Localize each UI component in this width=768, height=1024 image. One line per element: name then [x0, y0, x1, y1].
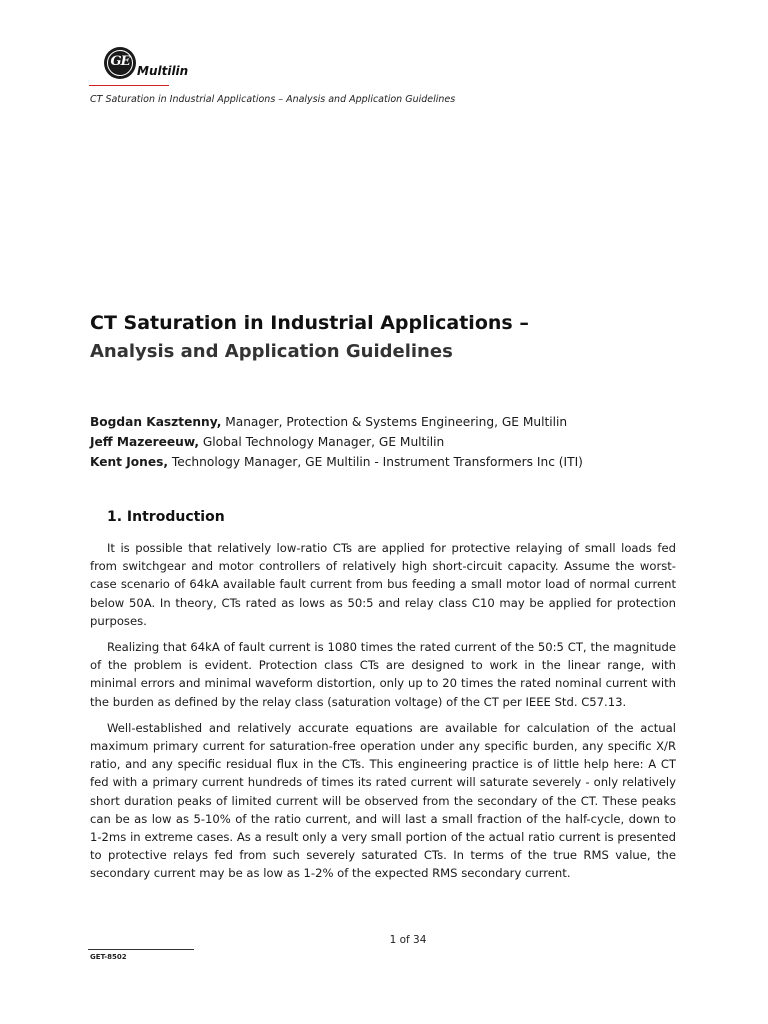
document-code: GET-8502 [90, 953, 127, 961]
footer-divider [88, 949, 194, 950]
ge-multilin-logo [104, 47, 204, 87]
author-entry [90, 412, 710, 432]
author-name: Jeff Mazereeuw, [90, 435, 199, 449]
body-text [90, 539, 676, 891]
ge-monogram-icon: GE [104, 47, 136, 79]
paragraph: Well-established and relatively accurate equations are available for calculation of the actual maximum primary current for saturation-free operation under any specific burden, any specific X/R ratio, and any specific residual flux in the CTs. This engineering practice is of little help here: A CT fed with a primary current hundreds of times its rated current will saturate severely - only relatively short duration peaks of limited current will be observed from the secondary of the CT. These peaks can be as low as 5-10% of the ratio current, and will last a small fraction of the half-cycle, down to 1-2ms in extreme cases. As a result only a very small portion of the actual ratio current is presented to protective relays fed from such severely saturated CTs. In terms of the true RMS value, the secondary current may be as low as 1-2% of the expected RMS secondary current. [90, 720, 676, 881]
author-role: Global Technology Manager, GE Multilin [198, 435, 445, 449]
paragraph: It is possible that relatively low-ratio CTs are applied for protective relaying of small loads fed from switchgear and motor controllers of relatively high short-circuit capacity. Assume the worst-case scenario of 64kA available fault current from bus feeding a small motor load of normal current below 50A. In theory, CTs rated as lows as 50:5 and relay class C10 may be applied for protection purposes. [90, 541, 676, 628]
author-role: Manager, Protection & Systems Engineering, GE Multilin [221, 415, 568, 429]
page-number: 1 of 34 [389, 934, 427, 946]
running-header: CT Saturation in Industrial Applications – Analysis and Application Guidelines [90, 94, 456, 105]
author-role: Technology Manager, GE Multilin - Instrument Transformers Inc (ITI) [167, 455, 583, 469]
author-name: Bogdan Kasztenny, [90, 415, 222, 429]
header-divider [89, 85, 169, 86]
section-heading: 1. Introduction [107, 509, 225, 525]
author-entry [90, 432, 710, 452]
brand-name: Multilin [137, 64, 189, 78]
document-subtitle: Analysis and Application Guidelines [90, 341, 453, 362]
author-name: Kent Jones, [90, 455, 168, 469]
paragraph: Realizing that 64kA of fault current is 1080 times the rated current of the 50:5 CT, the magnitude of the problem is evident. Protection class CTs are designed to work in the linear range, with minimal errors and minimal waveform distortion, only up to 20 times the rated nominal current with the burden as defined by the relay class (saturation voltage) of the CT per IEEE Std. C57.13. [90, 640, 676, 709]
document-title: CT Saturation in Industrial Applications – [90, 312, 529, 334]
author-entry [90, 452, 710, 472]
author-list [90, 412, 710, 472]
